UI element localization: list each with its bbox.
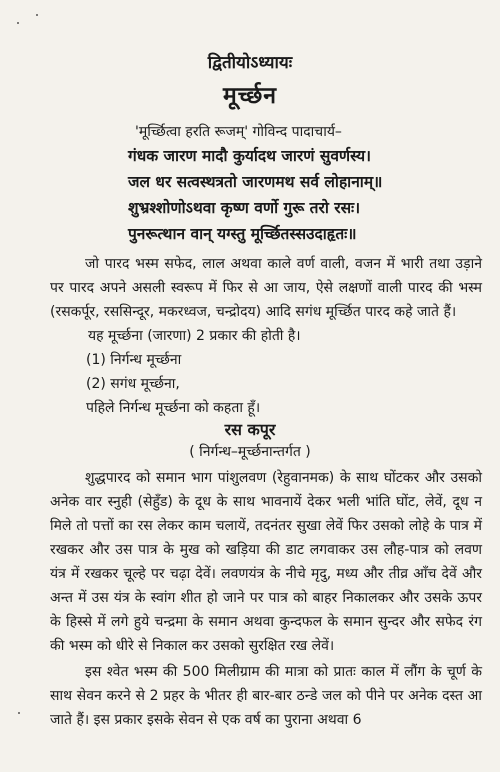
verse-intro: 'मूर्च्छित्वा हरति रूजम्' गोविन्द पादाचार्य– [135, 124, 342, 140]
verse-line-2: जल धर सत्वस्थत्रतो जारणमथ सर्व लोहानाम्॥ [128, 173, 383, 191]
verse-line-4: पुनरूत्थान वान् यग्स्तु मूर्च्छितस्सउदाहृतः॥ [128, 225, 357, 243]
first-line: पहिले निर्गन्ध मूर्च्छना को कहता हूँ। [86, 400, 261, 416]
scan-speck [36, 14, 38, 16]
scan-speck [17, 22, 19, 24]
section-subtitle: ( निर्गन्ध–मूर्च्छनान्तर्गत ) [189, 444, 311, 460]
verse-line-3: शुभ्रश्शोणोऽथवा कृष्ण वर्णो गुरू तरो रसः। [128, 199, 361, 217]
section-title: रस कपूर [224, 420, 276, 439]
page-title: मूर्च्छन [222, 83, 278, 109]
verse-line-1: गंधक जारण मादौ कुर्यादथ जारणं सुवर्णस्य। [128, 147, 372, 165]
paragraph-2: शुद्धपारद को समान भाग पांशुलवण (रेहुवानमक) के साथ घोंटकर और उसको अनेक वार स्नुही (सेहुँड) के दूध के साथ भावनायें देकर भली भांति घोंट, लेवें, दूध न मिले तो पत्तों का रस लेकर काम चलायें, तदनंतर सुखा लेवें फिर उसको लोहे के पात्र में रखकर और उस पात्र के मुख को खड़िया की डाट लगवाकर उस लौह-पात्र को लवण यंत्र में रखकर चूल्हे पर चढ़ा देवें। लवणयंत्र के नीचे मृदु, मध्य और तीव्र आँच देवें और अन्त में उस यंत्र के स्वांग शीत हो जाने पर पात्र को बाहर निकालकर और उसके ऊपर के हिस्से में लगे हुये चन्द्रमा के समान अथवा कुन्दफल के समान सुन्दर और सफेद रंग की भस्म को धीरे से निकाल कर उसको सुरक्षित रख लेवें। [50, 470, 482, 654]
paragraph-3: इस श्वेत भस्म की 500 मिलीग्राम की मात्रा को प्रातः काल में लौंग के चूर्ण के साथ सेवन करने से 2 प्रहर के भीतर ही बार-बार ठन्डे जल को पीने पर अनेक दस्त आ जाते हैं। इस प्रकार इसके सेवन से एक वर्ष का पुराना अथवा 6 [50, 664, 482, 728]
type-2: (2) सगंध मूर्च्छना, [86, 376, 180, 392]
scan-speck [18, 712, 20, 714]
type-1: (1) निर्गन्ध मूर्च्छना [86, 352, 182, 368]
types-intro: यह मूर्च्छना (जारणा) 2 प्रकार की होती है। [88, 328, 301, 344]
paragraph-1: जो पारद भस्म सफेद, लाल अथवा काले वर्ण वाली, वजन में भारी तथा उड़ाने पर पारद अपने असली स्वरूप में फिर से आ जाय, ऐसे लक्षणों वाली पारद की भस्म (रसकर्पूर, रससिन्दूर, मकरध्वज, चन्द्रोदय) आदि सगंध मूर्च्छित पारद कहे जाते हैं। [50, 256, 482, 320]
chapter-heading: द्वितीयोऽध्यायः [207, 53, 293, 73]
